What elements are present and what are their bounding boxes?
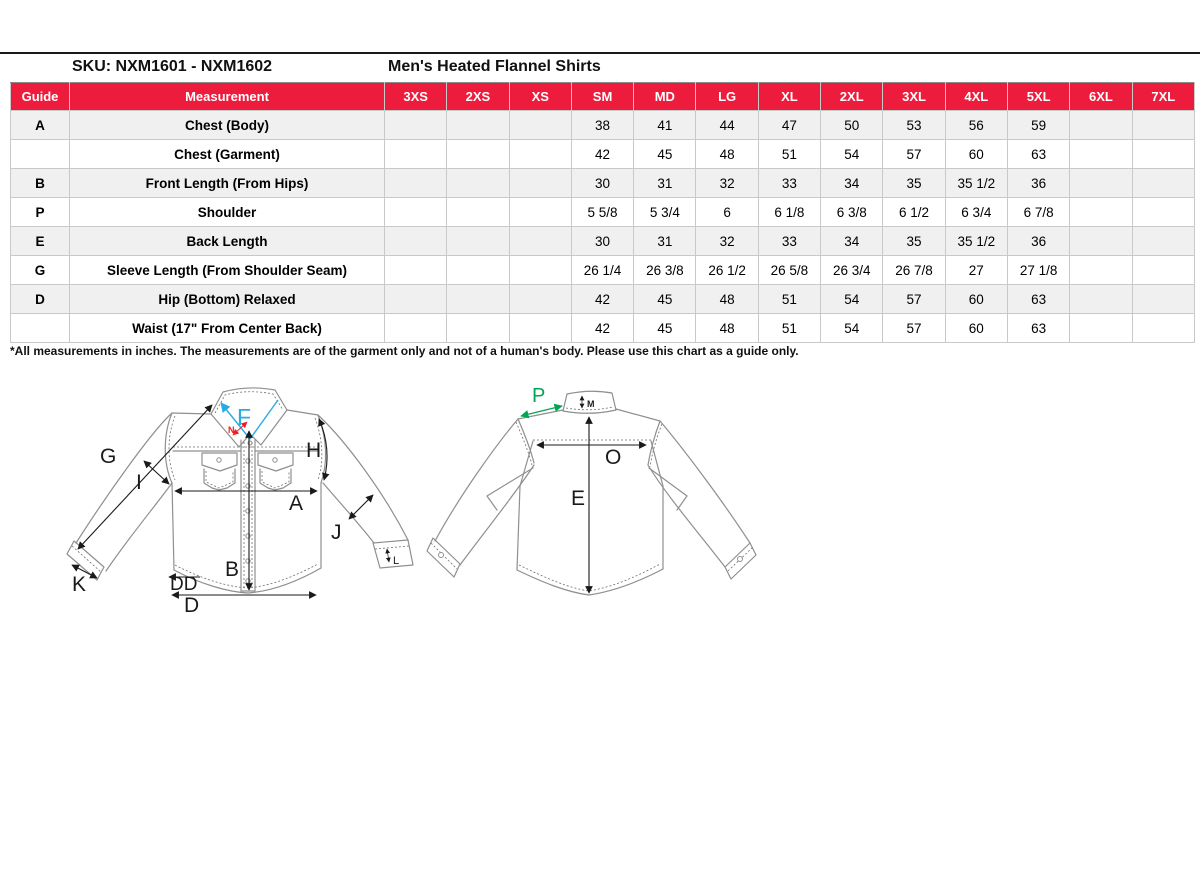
value-cell [447, 198, 509, 227]
table-row [11, 256, 1195, 285]
value-cell: 51 [758, 140, 820, 169]
size-table-header-row [11, 83, 1195, 111]
front-label-hip-d: D [184, 594, 200, 617]
column-header-xl: XL [758, 83, 820, 111]
value-cell [1070, 227, 1132, 256]
value-cell [509, 198, 571, 227]
value-cell [509, 111, 571, 140]
value-cell: 35 [883, 169, 945, 198]
top-rule [0, 52, 1200, 54]
value-cell [447, 111, 509, 140]
value-cell: 33 [758, 227, 820, 256]
value-cell: 6 3/4 [945, 198, 1007, 227]
table-row [11, 285, 1195, 314]
value-cell: 60 [945, 285, 1007, 314]
value-cell [447, 285, 509, 314]
column-header-measurement: Measurement [70, 83, 385, 111]
value-cell [1132, 140, 1194, 169]
value-cell: 48 [696, 314, 758, 343]
table-row [11, 140, 1195, 169]
table-row [11, 169, 1195, 198]
value-cell: 32 [696, 169, 758, 198]
value-cell: 36 [1007, 169, 1069, 198]
value-cell: 35 1/2 [945, 169, 1007, 198]
front-label-cuff-l: L [393, 555, 400, 567]
back-shirt-diagram [420, 383, 780, 633]
value-cell: 57 [883, 140, 945, 169]
value-cell: 63 [1007, 285, 1069, 314]
front-label-hem-dd: DD [170, 574, 198, 595]
value-cell: 34 [821, 227, 883, 256]
guide-cell: D [11, 285, 70, 314]
value-cell: 35 [883, 227, 945, 256]
value-cell: 45 [634, 285, 696, 314]
front-label-sleeve-g: G [100, 445, 117, 468]
value-cell [1132, 198, 1194, 227]
back-label-length-e: E [571, 487, 586, 510]
size-table-head [11, 83, 1195, 111]
value-cell [447, 256, 509, 285]
guide-cell [11, 314, 70, 343]
value-cell: 32 [696, 227, 758, 256]
guide-cell: B [11, 169, 70, 198]
column-header-3xl: 3XL [883, 83, 945, 111]
value-cell: 27 [945, 256, 1007, 285]
value-cell: 26 1/2 [696, 256, 758, 285]
value-cell: 57 [883, 314, 945, 343]
value-cell: 51 [758, 285, 820, 314]
value-cell: 54 [821, 314, 883, 343]
value-cell: 6 1/8 [758, 198, 820, 227]
value-cell: 47 [758, 111, 820, 140]
front-label-length-b: B [225, 558, 240, 581]
front-label-forearm-j: J [331, 521, 342, 544]
value-cell [1070, 169, 1132, 198]
value-cell: 5 5/8 [571, 198, 633, 227]
value-cell: 5 3/4 [634, 198, 696, 227]
front-shirt-diagram [60, 383, 430, 633]
table-row [11, 111, 1195, 140]
value-cell: 27 1/8 [1007, 256, 1069, 285]
value-cell [1132, 314, 1194, 343]
measurement-cell: Chest (Body) [70, 111, 385, 140]
value-cell [509, 285, 571, 314]
value-cell [509, 169, 571, 198]
value-cell [385, 285, 447, 314]
value-cell: 36 [1007, 227, 1069, 256]
value-cell: 42 [571, 285, 633, 314]
column-header-5xl: 5XL [1007, 83, 1069, 111]
measurement-cell: Shoulder [70, 198, 385, 227]
table-row [11, 227, 1195, 256]
value-cell [385, 256, 447, 285]
value-cell: 44 [696, 111, 758, 140]
column-header-4xl: 4XL [945, 83, 1007, 111]
column-header-2xs: 2XS [447, 83, 509, 111]
column-header-md: MD [634, 83, 696, 111]
value-cell: 45 [634, 140, 696, 169]
arrow-L [387, 549, 389, 562]
value-cell: 38 [571, 111, 633, 140]
value-cell: 53 [883, 111, 945, 140]
value-cell: 60 [945, 314, 1007, 343]
table-row [11, 314, 1195, 343]
column-header-lg: LG [696, 83, 758, 111]
front-label-chest-a: A [289, 492, 304, 515]
back-label-collar-m: M [587, 399, 595, 409]
value-cell [1070, 285, 1132, 314]
value-cell: 6 [696, 198, 758, 227]
value-cell [1132, 227, 1194, 256]
value-cell: 48 [696, 285, 758, 314]
value-cell: 33 [758, 169, 820, 198]
value-cell: 26 3/8 [634, 256, 696, 285]
value-cell: 6 1/2 [883, 198, 945, 227]
size-chart-table [10, 82, 1195, 343]
value-cell [447, 169, 509, 198]
front-label-i: I [136, 471, 142, 494]
guide-cell [11, 140, 70, 169]
value-cell: 51 [758, 314, 820, 343]
value-cell: 6 3/8 [821, 198, 883, 227]
front-label-cuff-k: K [72, 573, 87, 596]
value-cell [1132, 256, 1194, 285]
column-header-3xs: 3XS [385, 83, 447, 111]
measurement-cell: Chest (Garment) [70, 140, 385, 169]
front-shirt-outline [67, 410, 413, 593]
measurement-cell: Front Length (From Hips) [70, 169, 385, 198]
front-placket [241, 440, 255, 591]
front-label-n: N [228, 425, 235, 435]
value-cell: 41 [634, 111, 696, 140]
value-cell [1132, 169, 1194, 198]
value-cell: 45 [634, 314, 696, 343]
value-cell: 31 [634, 169, 696, 198]
value-cell: 59 [1007, 111, 1069, 140]
value-cell: 48 [696, 140, 758, 169]
value-cell [385, 198, 447, 227]
sku-title: SKU: NXM1601 - NXM1602 [72, 58, 273, 75]
value-cell: 63 [1007, 140, 1069, 169]
value-cell [385, 140, 447, 169]
back-label-width-o: O [605, 446, 622, 469]
front-label-collar-f: F [237, 404, 252, 430]
value-cell [1132, 285, 1194, 314]
back-shirt-outline [427, 391, 756, 595]
value-cell: 56 [945, 111, 1007, 140]
value-cell: 54 [821, 140, 883, 169]
arrow-G [78, 405, 212, 549]
guide-cell: A [11, 111, 70, 140]
value-cell [509, 140, 571, 169]
value-cell [447, 227, 509, 256]
value-cell [509, 314, 571, 343]
measurement-cell: Back Length [70, 227, 385, 256]
column-header-sm: SM [571, 83, 633, 111]
column-header-6xl: 6XL [1070, 83, 1132, 111]
value-cell: 54 [821, 285, 883, 314]
value-cell: 6 7/8 [1007, 198, 1069, 227]
value-cell [1070, 256, 1132, 285]
value-cell: 26 7/8 [883, 256, 945, 285]
column-header-xs: XS [509, 83, 571, 111]
value-cell: 57 [883, 285, 945, 314]
value-cell: 42 [571, 314, 633, 343]
value-cell [447, 140, 509, 169]
size-table-body [11, 111, 1195, 343]
value-cell [1070, 140, 1132, 169]
value-cell [509, 227, 571, 256]
back-label-shoulder-p: P [532, 385, 546, 407]
measurement-cell: Sleeve Length (From Shoulder Seam) [70, 256, 385, 285]
value-cell [1070, 198, 1132, 227]
guide-cell: E [11, 227, 70, 256]
value-cell: 31 [634, 227, 696, 256]
value-cell: 35 1/2 [945, 227, 1007, 256]
value-cell [385, 227, 447, 256]
value-cell: 60 [945, 140, 1007, 169]
front-label-armhole-h: H [306, 439, 322, 462]
product-title: Men's Heated Flannel Shirts [388, 58, 601, 75]
column-header-2xl: 2XL [821, 83, 883, 111]
back-labels [532, 385, 621, 510]
column-header-7xl: 7XL [1132, 83, 1194, 111]
value-cell [385, 314, 447, 343]
measurement-cell: Waist (17" From Center Back) [70, 314, 385, 343]
value-cell [509, 256, 571, 285]
guide-cell: P [11, 198, 70, 227]
table-row [11, 198, 1195, 227]
front-labels [72, 404, 399, 617]
value-cell: 30 [571, 227, 633, 256]
value-cell: 50 [821, 111, 883, 140]
arrow-J [349, 495, 373, 519]
value-cell [385, 111, 447, 140]
value-cell: 26 3/4 [821, 256, 883, 285]
value-cell: 26 5/8 [758, 256, 820, 285]
value-cell [385, 169, 447, 198]
measurement-footnote: *All measurements in inches. The measurements are of the garment only and not of a human's body. Please use this chart as a guide only. [10, 344, 799, 358]
value-cell: 26 1/4 [571, 256, 633, 285]
value-cell [447, 314, 509, 343]
value-cell: 34 [821, 169, 883, 198]
value-cell: 63 [1007, 314, 1069, 343]
value-cell [1070, 314, 1132, 343]
column-header-guide: Guide [11, 83, 70, 111]
guide-cell: G [11, 256, 70, 285]
value-cell [1070, 111, 1132, 140]
value-cell: 30 [571, 169, 633, 198]
value-cell [1132, 111, 1194, 140]
measurement-cell: Hip (Bottom) Relaxed [70, 285, 385, 314]
value-cell: 42 [571, 140, 633, 169]
